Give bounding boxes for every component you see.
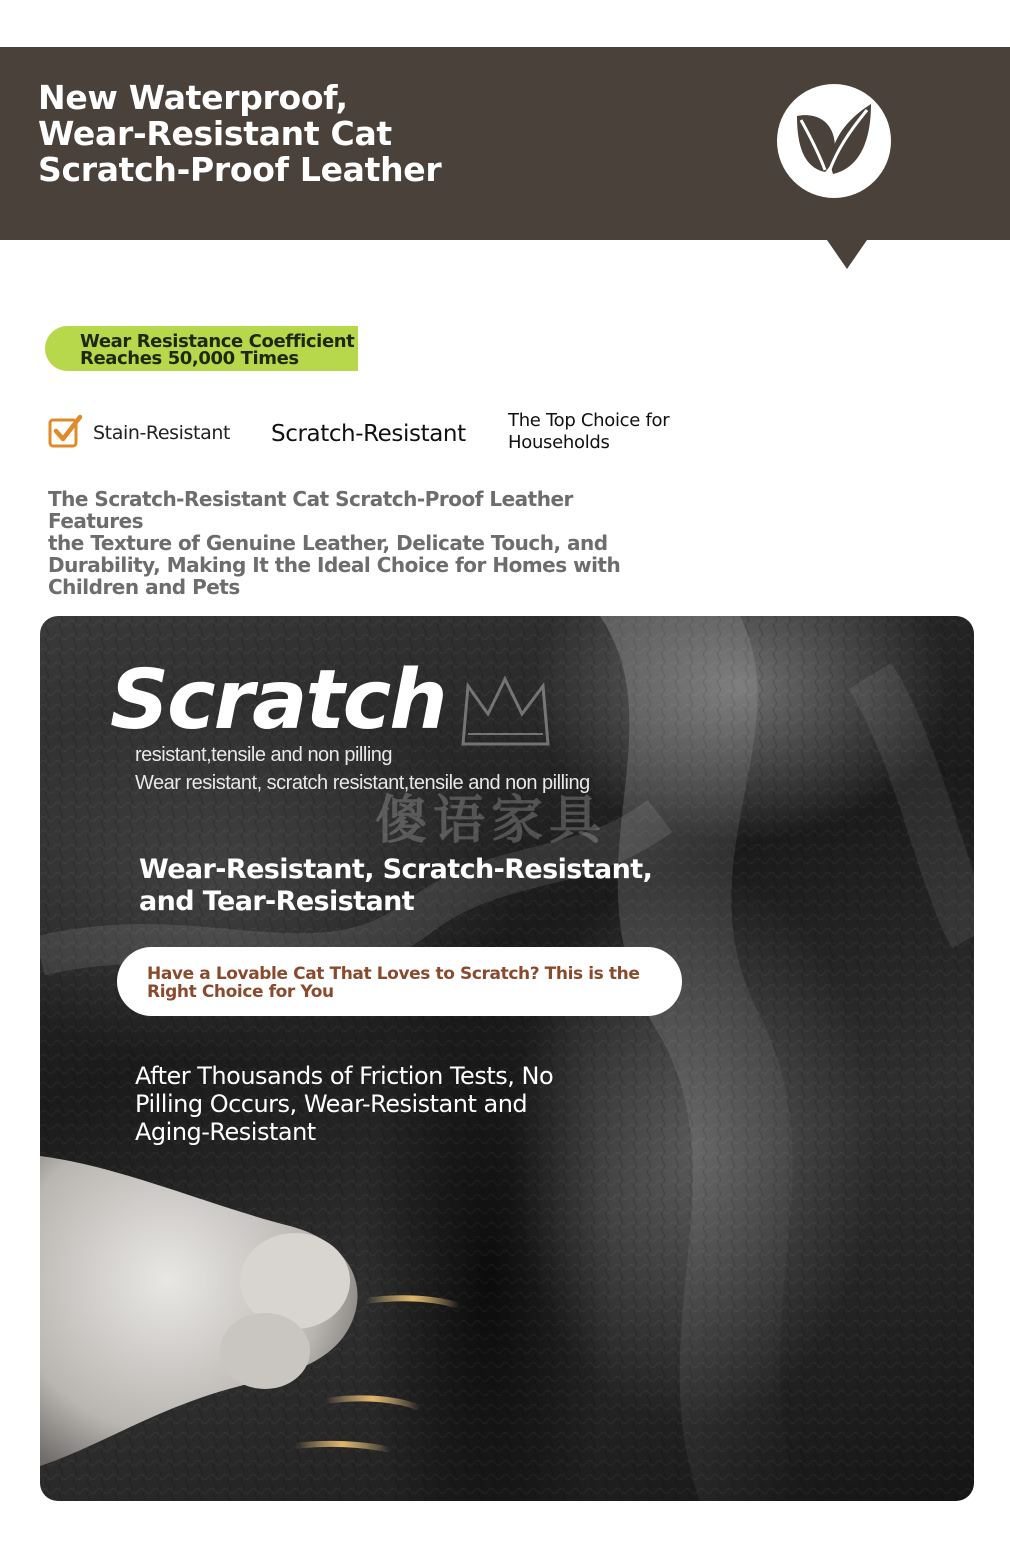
leaf-badge bbox=[777, 84, 891, 198]
description-line-1: The Scratch-Resistant Cat Scratch-Proof Leather Features bbox=[48, 487, 573, 533]
highlight-pill bbox=[45, 326, 358, 371]
subtitle-line-1: resistant,tensile and non pilling bbox=[135, 744, 393, 766]
checkbox-check-icon bbox=[47, 413, 83, 449]
leather-photo-panel bbox=[40, 616, 974, 1501]
leaf-icon bbox=[789, 98, 879, 184]
highlight-text bbox=[80, 333, 355, 367]
feature-scratch-resistant: Scratch-Resistant bbox=[271, 421, 466, 447]
page-title bbox=[38, 80, 498, 188]
callout-line-1: Have a Lovable Cat That Loves to Scratch? This is the bbox=[147, 964, 640, 984]
scratch-title: Scratch bbox=[110, 653, 446, 748]
feature-top-choice-line-1: The Top Choice for bbox=[508, 410, 670, 431]
crown-icon bbox=[458, 674, 553, 754]
callout-pill bbox=[117, 947, 682, 1016]
cat-paw-illustration bbox=[40, 1146, 500, 1476]
feature-top-choice-line-2: Households bbox=[508, 432, 610, 453]
callout-text bbox=[147, 965, 657, 1001]
friction-test-text bbox=[135, 1062, 605, 1146]
body-line-1: After Thousands of Friction Tests, No bbox=[135, 1062, 554, 1090]
banner-pointer bbox=[827, 240, 867, 269]
highlight-line-2: Reaches 50,000 Times bbox=[80, 348, 299, 369]
feature-stain-resistant: Stain-Resistant bbox=[93, 422, 231, 444]
brand-watermark: 傻语家具 bbox=[375, 791, 608, 851]
description-line-2: the Texture of Genuine Leather, Delicate Touch, and bbox=[48, 531, 608, 555]
product-description bbox=[48, 488, 648, 598]
headline-line-1: Wear-Resistant, Scratch-Resistant, bbox=[139, 854, 653, 885]
title-line-3: Scratch-Proof Leather bbox=[38, 150, 442, 189]
feature-top-choice bbox=[508, 410, 798, 454]
body-line-2: Pilling Occurs, Wear-Resistant and bbox=[135, 1090, 528, 1118]
callout-line-2: Right Choice for You bbox=[147, 982, 334, 1002]
title-line-1: New Waterproof, bbox=[38, 78, 348, 117]
subtitle-line-2: Wear resistant, scratch resistant,tensile and non pilling bbox=[135, 772, 590, 794]
headline-line-2: and Tear-Resistant bbox=[139, 886, 415, 917]
highlight-line-1: Wear Resistance Coefficient bbox=[80, 331, 355, 352]
panel-headline bbox=[139, 854, 659, 918]
body-line-3: Aging-Resistant bbox=[135, 1118, 316, 1146]
description-line-4: Children and Pets bbox=[48, 575, 240, 599]
title-line-2: Wear-Resistant Cat bbox=[38, 114, 392, 153]
description-line-3: Durability, Making It the Ideal Choice for Homes with bbox=[48, 553, 621, 577]
